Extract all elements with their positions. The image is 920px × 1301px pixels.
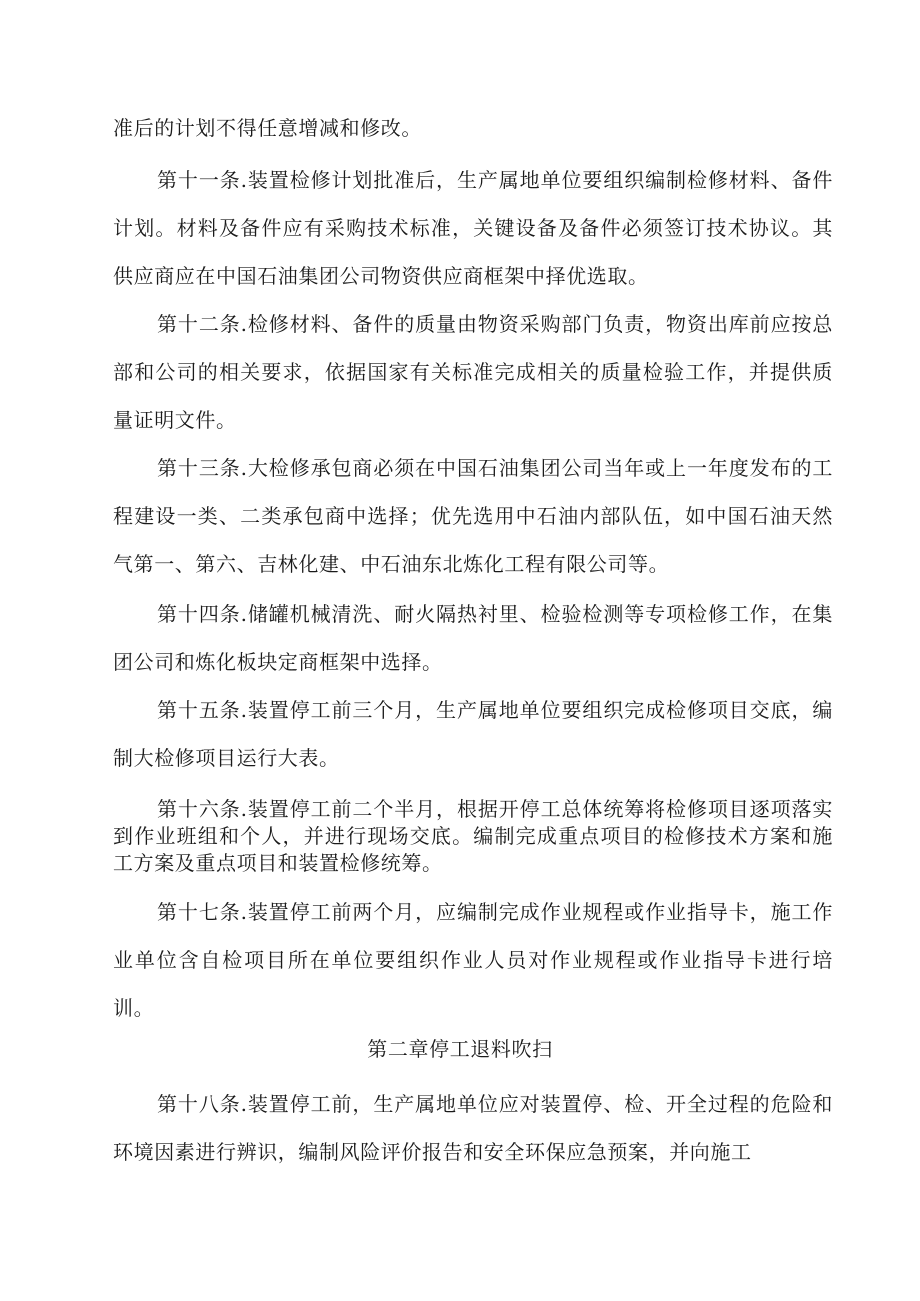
article-15: 第十五条.装置停工前三个月，生产属地单位要组织完成检修项目交底，编制大检修项目运行大表。 <box>113 698 833 770</box>
article-16: 第十六条.装置停工前二个半月，根据开停工总体统筹将检修项目逐项落实到作业班组和个人，并进行现场交底。编制完成重点项目的检修技术方案和施工方案及重点项目和装置检修统筹。 <box>113 797 833 875</box>
article-17: 第十七条.装置停工前两个月，应编制完成作业规程或作业指导卡，施工作业单位含自检项目所在单位要组织作业人员对作业规程或作业指导卡进行培训。 <box>113 900 833 1020</box>
article-11: 第十一条.装置检修计划批准后，生产属地单位要组织编制检修材料、备件计划。材料及备件应有采购技术标准，关键设备及备件必须签订技术协议。其供应商应在中国石油集团公司物资供应商框架中择优选取。 <box>113 168 833 288</box>
article-14: 第十四条.储罐机械清洗、耐火隔热衬里、检验检测等专项检修工作，在集团公司和炼化板块定商框架中选择。 <box>113 602 833 674</box>
article-13: 第十三条.大检修承包商必须在中国石油集团公司当年或上一年度发布的工程建设一类、二类承包商中选择；优先选用中石油内部队伍，如中国石油天然气第一、第六、吉林化建、中石油东北炼化工程有限公司等。 <box>113 456 833 576</box>
paragraph-continuation: 准后的计划不得任意增减和修改。 <box>113 116 422 140</box>
chapter-heading: 第二章停工退料吹扫 <box>367 1037 553 1061</box>
article-12: 第十二条.检修材料、备件的质量由物资采购部门负责，物资出库前应按总部和公司的相关要求，依据国家有关标准完成相关的质量检验工作，并提供质量证明文件。 <box>113 312 833 432</box>
article-18: 第十八条.装置停工前，生产属地单位应对装置停、检、开全过程的危险和环境因素进行辨识，编制风险评价报告和安全环保应急预案，并向施工 <box>113 1092 833 1164</box>
